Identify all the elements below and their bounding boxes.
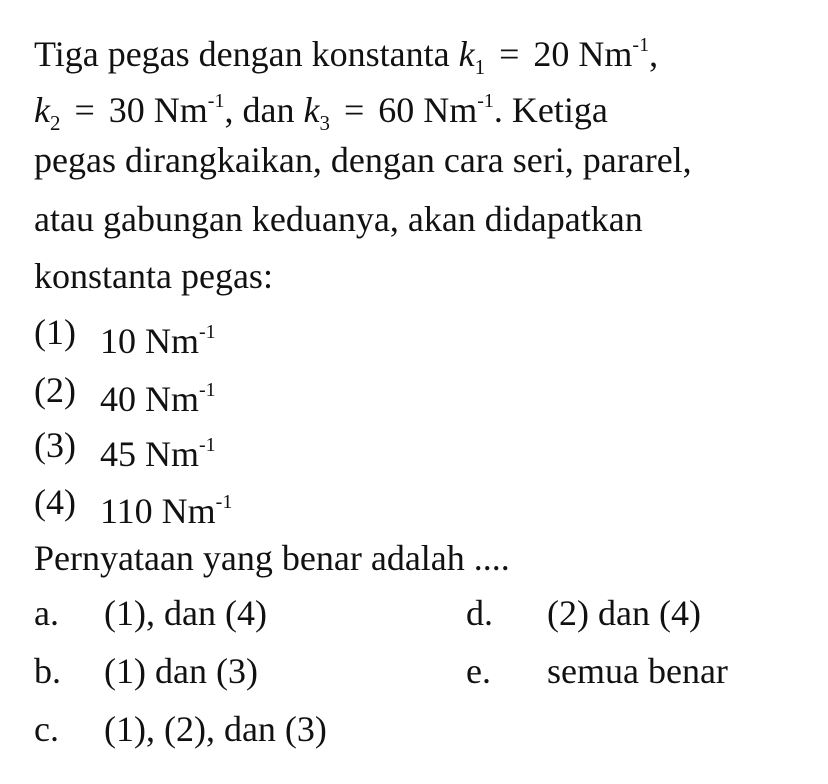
choice-b-letter[interactable]: b. [34,651,61,691]
option-2-value [100,367,216,422]
intro-text: Tiga pegas dengan konstanta [34,34,450,74]
choice-a-text[interactable]: (1), dan (4) [104,593,267,633]
k1-eq: = [499,34,520,74]
choice-e-letter[interactable]: e. [466,651,491,691]
option-1-number: (1) [34,312,76,352]
option-4-text: 110 Nm [100,491,216,531]
k1-comma: , [649,34,659,74]
k3-var: k [303,90,320,130]
k2-exp: -1 [207,90,225,112]
option-4-value [100,479,232,534]
question-line-2 [34,78,608,146]
choice-a-letter[interactable]: a. [34,593,59,633]
prompt-text: Pernyataan yang benar adalah .... [34,538,510,578]
choice-c-text[interactable]: (1), (2), dan (3) [104,709,327,749]
k2-value: 30 Nm [108,90,208,130]
option-2-exp: -1 [199,379,216,401]
option-3-text: 45 Nm [100,434,199,474]
question-line-4: atau gabungan keduanya, akan didapatkan [34,199,643,239]
k1-value: 20 Nm [533,34,633,74]
option-4-number: (4) [34,482,76,522]
k2-sub: 2 [49,111,61,135]
k1-exp: -1 [632,34,650,56]
question-line-5: konstanta pegas: [34,256,273,296]
k1-expression [458,34,659,79]
choice-d-text[interactable]: (2) dan (4) [547,593,701,633]
choice-d-letter[interactable]: d. [466,593,493,633]
k3-sub: 3 [319,111,330,135]
k2-eq: = [74,90,95,130]
question-line-3: pegas dirangkaikan, dengan cara seri, pararel, [34,140,692,180]
option-4-exp: -1 [215,491,233,513]
k1-var: k [458,34,475,74]
choice-c-letter[interactable]: c. [34,709,59,749]
k2-expression [34,90,225,135]
option-3-number: (3) [34,425,76,465]
ketiga-text: . Ketiga [493,90,608,130]
k3-expression [303,90,494,135]
option-3-exp: -1 [199,434,216,456]
k1-sub: 1 [474,55,486,79]
choice-e-text[interactable]: semua benar [547,651,728,691]
option-2-number: (2) [34,370,76,410]
dan-text: , dan [224,90,295,130]
option-1-value [100,309,216,364]
option-3-value [100,422,216,477]
choice-b-text[interactable]: (1) dan (3) [104,651,258,691]
option-1-text: 10 Nm [100,321,199,361]
k3-value: 60 Nm [378,90,478,130]
k3-eq: = [343,90,365,130]
k2-var: k [34,90,50,130]
option-2-text: 40 Nm [100,379,199,419]
k3-exp: -1 [477,90,494,112]
option-1-exp: -1 [199,321,216,343]
